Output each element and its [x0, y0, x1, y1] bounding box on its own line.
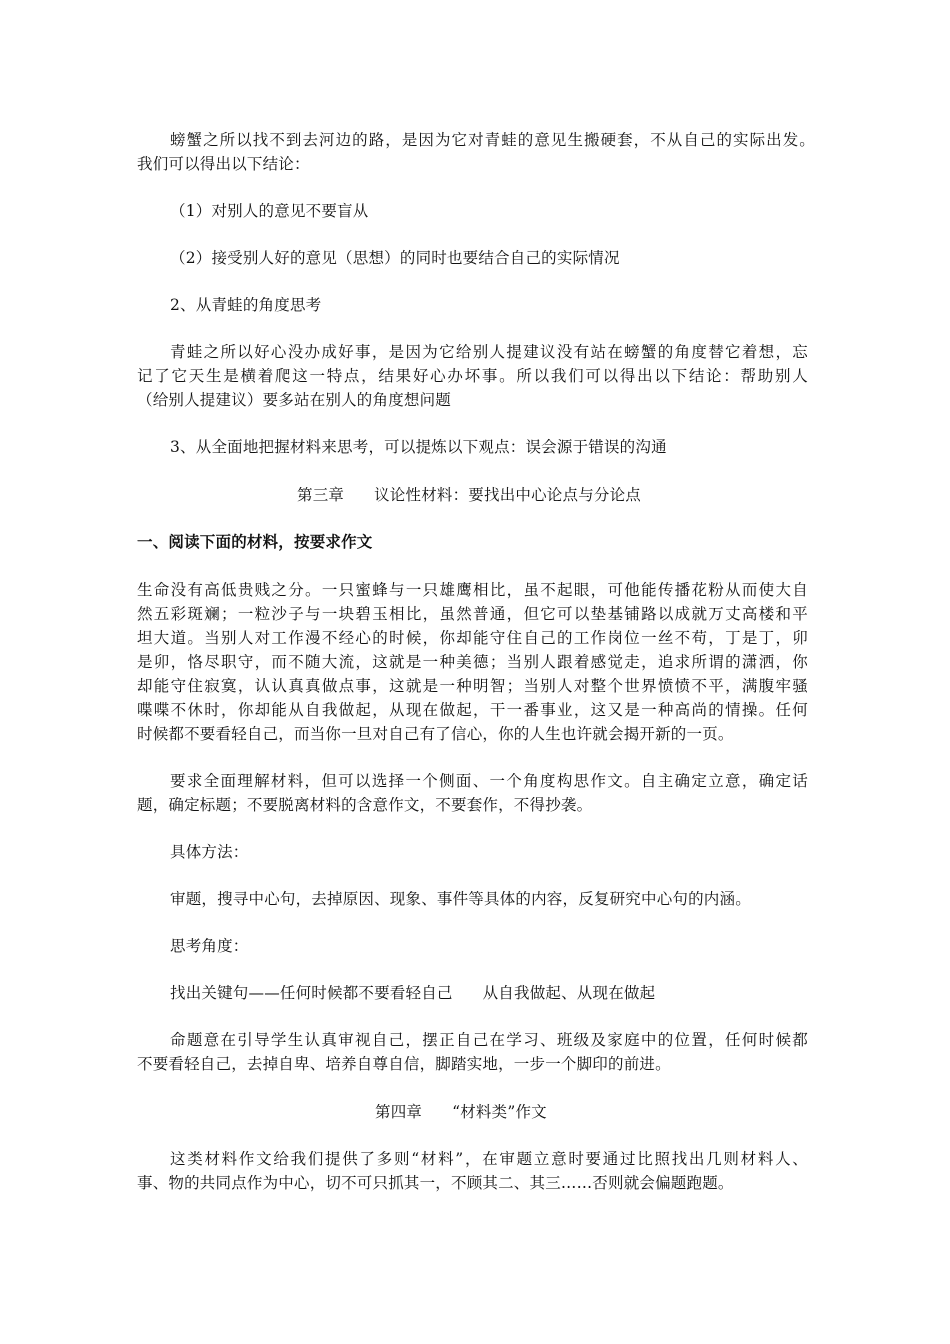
method-text: 审题，搜寻中心句，去掉原因、现象、事件等具体的内容，反复研究中心句的内涵。 [170, 890, 751, 908]
paragraph-line: 这类材料作文给我们提供了多则“材料”，在审题立意时要通过比照找出几则材料人、 [170, 1150, 808, 1168]
requirement-line: 要求全面理解材料，但可以选择一个侧面、一个角度构思作文。自主确定立意，确定话 [170, 772, 808, 790]
chapter-title [375, 1102, 547, 1122]
angle-label: 思考角度： [170, 937, 249, 955]
key-sentence-a: 找出关键句——任何时候都不要看轻自己 [170, 984, 453, 1002]
chapter-name: “材料类”作文 [452, 1103, 547, 1121]
intent-line: 不要看轻自己，去掉自卑、培养自尊自信，脚踏实地，一步一个脚印的前进。 [137, 1055, 671, 1073]
section-heading: 3、从全面地把握材料来思考，可以提炼以下观点：误会源于错误的沟通 [170, 438, 667, 456]
chapter-number: 第四章 [375, 1103, 423, 1121]
list-item: （1）对别人的意见不要盲从 [170, 202, 369, 220]
material-line: 是卯，恪尽职守，而不随大流，这就是一种美德；当别人跟着感觉走，追求所谓的潇洒，你 [137, 653, 808, 671]
key-sentence [170, 983, 655, 1003]
material-line: 生命没有高低贵贱之分。一只蜜蜂与一只雄鹰相比，虽不起眼，可他能传播花粉从而使大自 [137, 581, 808, 599]
chapter-number: 第三章 [297, 486, 345, 504]
key-sentence-b: 从自我做起、从现在做起 [482, 984, 656, 1002]
paragraph-line: 记了它天生是横着爬这一特点，结果好心办坏事。所以我们可以得出以下结论：帮助别人 [137, 367, 808, 385]
intent-line: 命题意在引导学生认真审视自己，摆正自己在学习、班级及家庭中的位置，任何时候都 [170, 1031, 808, 1049]
paragraph-line: 青蛙之所以好心没办成好事，是因为它给别人提建议没有站在螃蟹的角度替它着想，忘 [170, 343, 808, 361]
list-item: （2）接受别人好的意见（思想）的同时也要结合自己的实际情况 [170, 249, 620, 267]
requirement-line: 题，确定标题；不要脱离材料的含意作文，不要套作，不得抄袭。 [137, 796, 593, 814]
material-line: 喋喋不休时，你却能从自我做起，从现在做起，干一番事业，这又是一种高尚的情操。任何 [137, 701, 808, 719]
section-heading: 2、从青蛙的角度思考 [170, 296, 322, 314]
paragraph-line: （给别人提建议）要多站在别人的角度想问题 [137, 391, 452, 409]
paragraph-line: 螃蟹之所以找不到去河边的路，是因为它对青蛙的意见生搬硬套，不从自己的实际出发。 [170, 131, 815, 149]
paragraph-line: 事、物的共同点作为中心，切不可只抓其一，不顾其二、其三……否则就会偏题跑题。 [137, 1174, 734, 1192]
material-line: 时候都不要看轻自己，而当你一旦对自己有了信心，你的人生也许就会揭开新的一页。 [137, 725, 734, 743]
material-line: 坦大道。当别人对工作漫不经心的时候，你却能守住自己的工作岗位一丝不苟，丁是丁，卯 [137, 629, 808, 647]
chapter-title [297, 485, 641, 505]
method-label: 具体方法： [170, 843, 249, 861]
chapter-name: 议论性材料：要找出中心论点与分论点 [374, 486, 642, 504]
paragraph-line: 我们可以得出以下结论： [137, 155, 310, 173]
material-line: 却能守住寂寞，认认真真做点事，这就是一种明智；当别人对整个世界愤愤不平，满腹牢骚 [137, 677, 808, 695]
task-heading: 一、阅读下面的材料，按要求作文 [137, 533, 373, 551]
material-line: 然五彩斑斓；一粒沙子与一块碧玉相比，虽然普通，但它可以垫基铺路以成就万丈高楼和平 [137, 605, 808, 623]
